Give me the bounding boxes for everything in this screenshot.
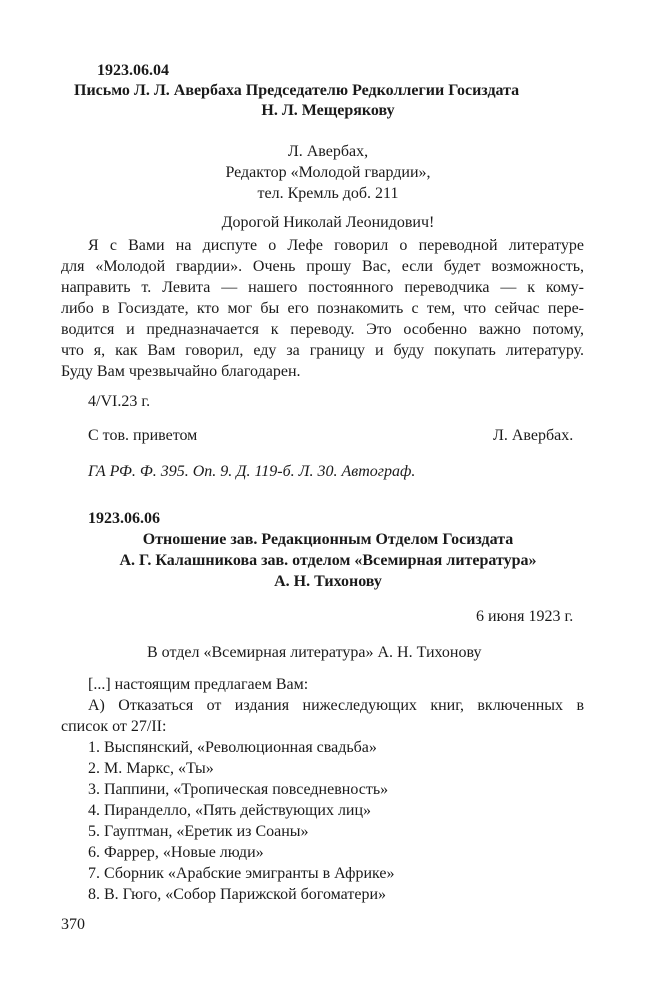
doc2-title-line3: А. Н. Тихонову (274, 573, 382, 590)
doc1-salutation: Дорогой Николай Леонидович! (221, 214, 435, 231)
list-item: 2. М. Маркс, «Ты» (88, 760, 214, 777)
doc1-body-line: Я с Вами на диспуте о Лефе говорил о переводной литературе (88, 237, 584, 254)
doc1-body-line: водится и предназначается к переводу. Это особенно важно потому, (61, 321, 584, 338)
doc2-code: 1923.06.06 (88, 510, 160, 527)
doc1-archive-ref: ГА РФ. Ф. 395. Оп. 9. Д. 119-б. Л. 30. Автограф. (88, 463, 416, 480)
list-item: 5. Гауптман, «Еретик из Соаны» (88, 823, 309, 840)
doc2-title-line1: Отношение зав. Редакционным Отделом Госиздата (142, 531, 514, 548)
doc1-sender-line1: Л. Авербах, (287, 143, 369, 160)
doc1-body-line: что я, как Вам говорил, еду за границу и буду покупать литературу. (61, 342, 584, 359)
list-item: 6. Фаррер, «Новые люди» (88, 844, 264, 861)
doc1-body-line: либо в Госиздате, кто мог бы его познакомить с тем, что сейчас пере- (61, 300, 584, 317)
doc1-body-line: для «Молодой гвардии». Очень прошу Вас, если будет возможность, (61, 258, 584, 275)
doc1-body-line: Буду Вам чрезвычайно благодарен. (61, 363, 301, 380)
doc2-intro: [...] настоящим предлагаем Вам: (88, 676, 309, 693)
list-item: 7. Сборник «Арабские эмигранты в Африке» (88, 865, 395, 882)
doc1-title-line1: Письмо Л. Л. Авербаха Председателю Редколлегии Госиздата (74, 82, 520, 99)
doc1-body-line: направить т. Левита — нашего постоянного переводчика — к кому- (61, 279, 584, 296)
list-item: 1. Выспянский, «Революционная свадьба» (88, 739, 377, 756)
list-item: 8. В. Гюго, «Собор Парижской богоматери» (88, 886, 387, 903)
doc2-date: 6 июня 1923 г. (476, 608, 574, 625)
doc1-sender-line2: Редактор «Молодой гвардии», (225, 164, 431, 181)
doc2-title-line2: А. Г. Калашникова зав. отделом «Всемирная литература» (119, 552, 537, 569)
list-item: 4. Пиранделло, «Пять действующих лиц» (88, 802, 372, 819)
list-item: 3. Паппини, «Тропическая повседневность» (88, 781, 389, 798)
doc2-point-a-line2: список от 27/II: (61, 718, 167, 735)
doc1-closing: С тов. приветом (88, 427, 198, 444)
doc1-title-line2: Н. Л. Мещерякову (261, 102, 395, 119)
page-number: 370 (61, 916, 85, 933)
doc2-point-a-line1: А) Отказаться от издания нижеследующих книг, включенных в (88, 697, 584, 714)
doc1-code: 1923.06.04 (97, 62, 169, 79)
doc2-addressee: В отдел «Всемирная литература» А. Н. Тихонову (147, 644, 482, 661)
doc1-signature: Л. Авербах. (493, 427, 574, 444)
doc1-date: 4/VI.23 г. (88, 393, 151, 410)
doc1-sender-line3: тел. Кремль доб. 211 (257, 185, 399, 202)
